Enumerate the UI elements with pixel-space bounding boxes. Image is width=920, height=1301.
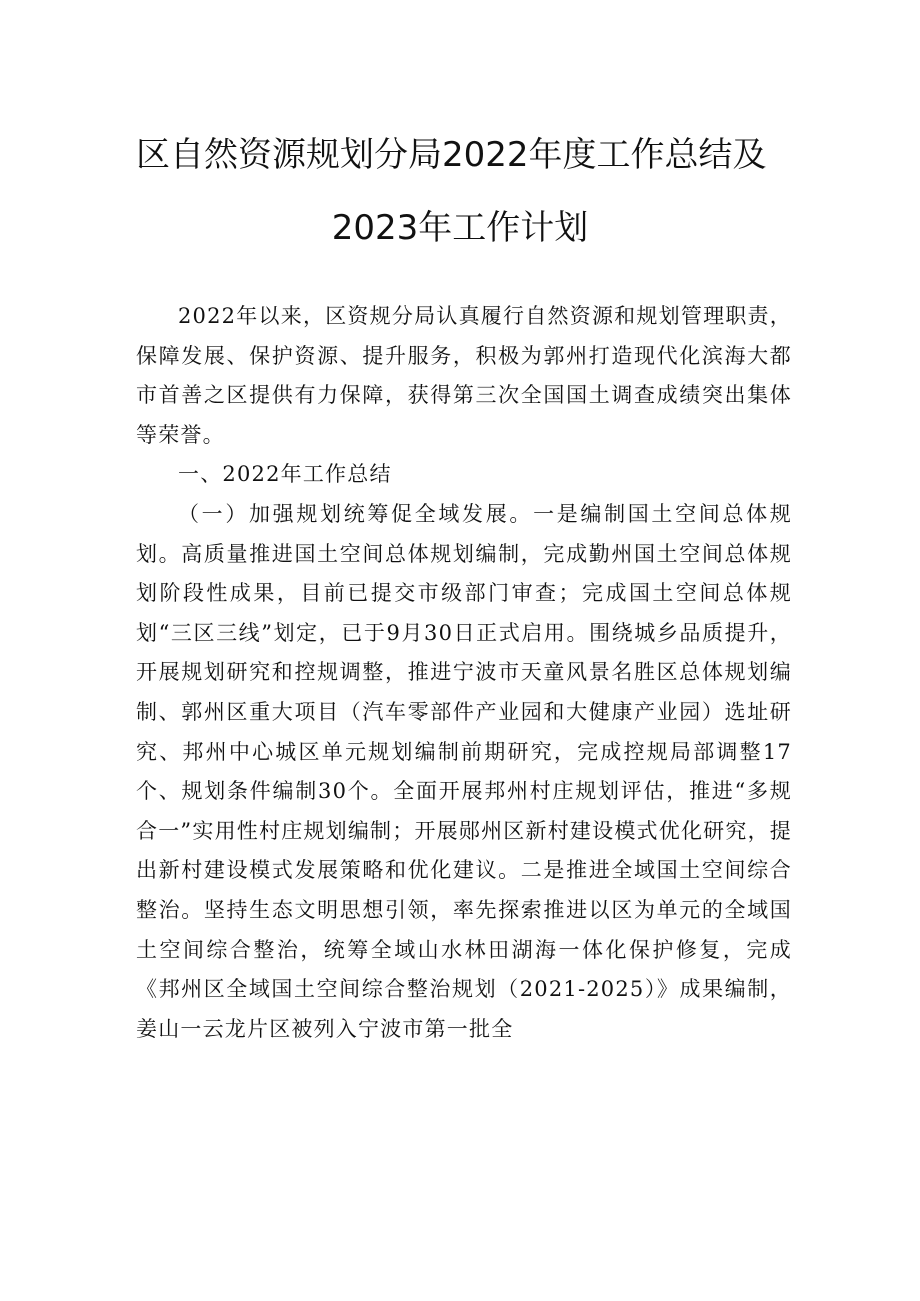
section-heading: 一、2022年工作总结 xyxy=(178,462,392,487)
document-title-line-1: 区自然资源规划分局2022年度工作总结及 xyxy=(136,135,767,175)
document-title-line-2: 2023年工作计划 xyxy=(331,208,589,248)
section-paragraph: （一）加强规划统筹促全域发展。一是编制国土空间总体规划。高质量推进国土空间总体规划编制，完成勤州国土空间总体规划阶段性成果，目前已提交市级部门审查；完成国土空间总体规划“三区三线”划定，已于9月30日正式启用。围绕城乡品质提升，开展规划研究和控规调整，推进宁波市天童风景名胜区总体规划编制、郭州区重大项目（汽车零部件产业园和大健康产业园）选址研究、邦州中心城区单元规划编制前期研究，完成控规局部调整17个、规划条件编制30个。全面开展邦州村庄规划评估，推进“多规合一”实用性村庄规划编制；开展郧州区新村建设模式优化研究，提出新村建设模式发展策略和优化建议。二是推进全域国土空间综合整治。坚持生态文明思想引领，率先探索推进以区为单元的全域国土空间综合整治，统筹全域山水林田湖海一体化保护修复，完成《邦州区全域国土空间综合整治规划（2021-2025）》成果编制，姜山一云龙片区被列入宁波市第一批全 xyxy=(136,501,792,1041)
intro-paragraph: 2022年以来，区资规分局认真履行自然资源和规划管理职责，保障发展、保护资源、提升服务，积极为郭州打造现代化滨海大都市首善之区提供有力保障，获得第三次全国国土调查成绩突出集体等荣誉。 xyxy=(136,304,792,447)
document-body xyxy=(136,297,792,1049)
